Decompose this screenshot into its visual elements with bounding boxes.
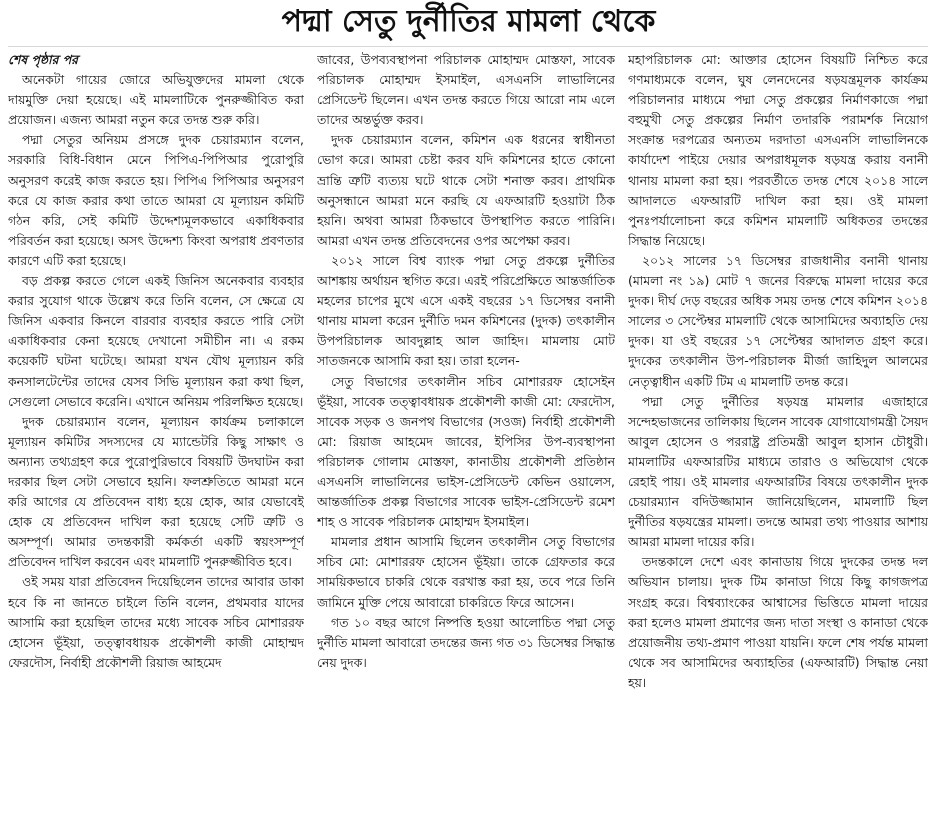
paragraph: মামলার প্রধান আসামি ছিলেন তৎকালীন সেতু বিভাগের সচিব মো: মোশাররফ হোসেন ভূঁইয়া। তাকে গ্রেফতার করে সাময়িকভাবে চাকরি থেকে বরখাস্ত করা হয়, তবে পরে তিনি জামিনে মুক্তি পেয়ে আবারো চাকরিতে ফিরে আসেন। [317,534,615,610]
article-column-2 [317,50,615,818]
continuation-kicker: শেষ পৃষ্ঠার পর [8,52,78,67]
headline: পদ্মা সেতু দুর্নীতির মামলা থেকে [281,4,656,39]
paragraph: তদন্তকালে দেশে এবং কানাডায় গিয়ে দুদকের তদন্ত দল অভিযান চালায়। দুদক টিম কানাডা গিয়ে কিছু কাগজপত্র সংগ্রহ করে। বিশ্বব্যাংকের আশ্বাসের ভিত্তিতে মামলা দায়ের করা হলেও মামলা প্রমাণের জন্য দাতা সংস্থা ও কানাডা থেকে প্রয়োজনীয় তথ্য-প্রমাণ পাওয়া যায়নি। ফলে শেষ পর্যন্ত মামলা থেকে সব আসামিদের অব্যাহতির (এফআরটি) সিদ্ধান্ত নেয়া হয়। [628,554,928,690]
paragraph: গত ১০ বছর আগে নিষ্পত্তি হওয়া আলোচিত পদ্মা সেতু দুর্নীতি মামলা আবারো তদন্তের জন্য গত ৩১ ডিসেম্বর সিদ্ধান্ত নেয় দুদক। [317,614,615,670]
paragraph: বড় প্রকল্প করতে গেলে একই জিনিস অনেকবার ব্যবহার করার সুযোগ থাকে উল্লেখ করে তিনি বলেন, সে ক্ষেত্রে যে জিনিস একবার কিনলে বারবার ব্যবহার করতে পারি সেটা একাধিকবার কেনা হয়েছে দেখানো সমীচীন না। এ রকম কয়েকটি ঘটনা ঘটেছে। আমরা যখন যৌথ মূল্যায়ন করি কনসালটেন্টের তাদের যেসব সিভি মূল্যায়ন করা কথা ছিল, সেগুলো সেভাবে করেনি। এখানে অনিয়ম পরিলক্ষিত হয়েছে। [8,273,304,409]
paragraph: অনেকটা গায়ের জোরে অভিযুক্তদের মামলা থেকে দায়মুক্তি দেয়া হয়েছে। এই মামলাটিকে পুনরুজ্জীবিত করা প্রয়োজন। এজন্য আমরা নতুন করে তদন্ত শুরু করি। [8,72,304,128]
paragraph: দুদক চেয়ারম্যান বলেন, মূল্যায়ন কার্যক্রম চলাকালে মূল্যায়ন কমিটির সদস্যদের যে ম্যান্ডেটরি কিছু সাক্ষাৎ ও অন্যান্য তথ্যগ্রহণ করে পুরোপুরিভাবে বিষয়টি উদঘাটন করা দরকার ছিল সেটা সেভাবে হয়নি। ফলশ্রুতিতে আমরা মনে করি আগের যে প্রতিবেদন বাধ্য হয়ে হোক, আর যেভাবেই হোক যে প্রতিবেদন দাখিল করা হয়েছে সেটি ত্রুটি ও অসম্পূর্ণ। আমার তদন্তকারী কর্মকর্তা একটি স্বয়ংসম্পূর্ণ প্রতিবেদন দাখিল করবেন এবং মামলাটি পুনরুজ্জীবিত হবে। [8,413,304,570]
paragraph: ২০১২ সালের ১৭ ডিসেম্বর রাজধানীর বনানী থানায় (মামলা নং ১৯) মোট ৭ জনের বিরুদ্ধে মামলা দায়ের করে দুদক। দীর্ঘ দেড় বছরের অধিক সময় তদন্ত শেষে কমিশন ২০১৪ সালের ৩ সেপ্টেম্বর মামলাটি থেকে আসামিদের অব্যাহতি দেয় দুদক। যা ওই বছরের ১৭ সেপ্টেম্বর আদালত গ্রহণ করে। দুদকের তৎকালীন উপ-পরিচালক মীর্জা জাহিদুল আলমের নেতৃত্বাধীন একটি টিম এ মামলাটি তদন্ত করে। [628,252,928,389]
paragraph: দুদক চেয়ারম্যান বলেন, কমিশন এক ধরনের স্বাধীনতা ভোগ করে। আমরা চেষ্টা করব যদি কমিশনের হাতে কোনো ভ্রান্তি ত্রুটি ব্যত্যয় ঘটে থাকে সেটা শনাক্ত করব। প্রাথমিক অনুসন্ধানে আমরা মনে করছি যে এফআরটি হওয়াটা ঠিক হয়নি। অথবা আমরা ঠিকভাবে উপস্থাপিত করতে পারিনি। আমরা এখন তদন্ত প্রতিবেদনের ওপর অপেক্ষা করব। [317,132,615,248]
paragraph: পদ্মা সেতু দুর্নীতির ষড়যন্ত্র মামলার এজাহারে সন্দেহভাজনের তালিকায় ছিলেন সাবেক যোগাযোগমন্ত্রী সৈয়দ আবুল হোসেন ও পররাষ্ট্র প্রতিমন্ত্রী আবুল হাসান চৌধুরী। মামলাটির এফআরটির মাধ্যমে তারাও ও অভিযোগ থেকে রেহাই পায়। ওই মামলার এফআরটির বিষয়ে তৎকালীন দুদক চেয়ারম্যান বদিউজ্জামান জানিয়েছিলেন, মামলাটি ছিল দুর্নীতির ষড়যন্ত্রের মামলা। তদন্তে আমরা তথ্য পাওয়ার আশায় আমরা মামলা দায়ের করি। [628,393,928,550]
paragraph: ২০১২ সালে বিশ্ব ব্যাংক পদ্মা সেতু প্রকল্পে দুর্নীতির আশঙ্কায় অর্থায়ন স্থগিত করে। এরই পরিপ্রেক্ষিতে আন্তর্জাতিক মহলের চাপের মুখে এসে একই বছরের ১৭ ডিসেম্বর বনানী থানায় মামলা করেন দুর্নীতি দমন কমিশনের (দুদক) তৎকালীন উপপরিচালক আবদুল্লাহ আল জাহিদ। মামলায় মোট সাতজনকে আসামি করা হয়। তারা হলেন- [317,252,615,369]
continuation-kicker-line [8,50,304,70]
article-column-3 [628,50,928,818]
paragraph: পদ্মা সেতুর অনিয়ম প্রসঙ্গে দুদক চেয়ারম্যান বলেন, সরকারি বিধি-বিধান মেনে পিপিএ-পিপিআর পুরোপুরি অনুসরণ করেই কাজ করতে হয়। পিপিএ পিপিআর অনুসরণ করে যে কাজ করার কথা তাতে আমরা যে মূল্যায়ন কমিটি গঠন করি, সেই কমিটি উদ্দেশ্যমূলকভাবে একাধিকবার পরিবর্তন করা হয়েছে। অসৎ উদ্দেশ্য কিংবা অপরাধ প্রবণতার কারণে এটি করা হয়েছে। [8,132,304,268]
article-column-1 [8,50,304,818]
paragraph: মহাপরিচালক মো: আক্তার হোসেন বিষয়টি নিশ্চিত করে গণমাধ্যমকে বলেন, ঘুষ লেনদেনের ষড়যন্ত্রমূলক কার্যক্রম পরিচালনার মাধ্যমে পদ্মা সেতু প্রকল্পের নির্মাণকাজে পদ্মা বহুমুখী সেতু প্রকল্পের নির্মাণ তদারকি পরামর্শক নিয়োগ সংক্রান্ত দরপত্রের অন্যতম দরদাতা এসএনসি লাভালিনকে কার্যাদেশ পাইয়ে দেয়ার অপরাধমূলক ষড়যন্ত্র করায় বনানী থানায় মামলা করা হয়। পরবর্তীতে তদন্ত শেষে ২০১৪ সালে আদালতে এফআরটি দাখিল করা হয়। ওই মামলা পুনঃপর্যালোচনা করে কমিশন মামলাটি অধিকতর তদন্তের সিদ্ধান্ত নিয়েছে। [628,52,928,248]
headline-divider [8,46,928,47]
paragraph: ওই সময় যারা প্রতিবেদন দিয়েছিলেন তাদের আবার ডাকা হবে কি না জানতে চাইলে তিনি বলেন, প্রথমবার যাদের আসামি করা হয়েছিল তাদের মধ্যে সাবেক সচিব মোশাররফ হোসেন ভূঁইয়া, তত্ত্বাবধায়ক প্রকৌশলী কাজী মোহাম্মদ ফেরদৌস, নির্বাহী প্রকৌশলী রিয়াজ আহমেদ [8,574,304,670]
paragraph: সেতু বিভাগের তৎকালীন সচিব মোশাররফ হোসেইন ভূঁইয়া, সাবেক তত্ত্বাবধায়ক প্রকৌশলী কাজী মো: ফেরদৌস, সাবেক সড়ক ও জনপথ বিভাগের (সওজ) নির্বাহী প্রকৌশলী মো: রিয়াজ আহমেদ জাবের, ইপিসির উপ-ব্যবস্থাপনা পরিচালক গোলাম মোস্তফা, কানাডীয় প্রকৌশলী প্রতিষ্ঠান এসএনসি লাভালিনের ভাইস-প্রেসিডেন্ট কেভিন ওয়ালেস, আন্তর্জাতিক প্রকল্প বিভাগের সাবেক ভাইস-প্রেসিডেন্ট রমেশ শাহ ও সাবেক পরিচালক মোহাম্মদ ইসমাইল। [317,373,615,530]
paragraph: জাবের, উপব্যবস্থাপনা পরিচালক মোহাম্মদ মোস্তফা, সাবেক পরিচালক মোহাম্মদ ইসমাইল, এসএনসি লাভালিনের প্রেসিডেন্ট ছিলেন। এখন তদন্ত করতে গিয়ে আরো নাম এলে তাদের অন্তর্ভুক্ত করব। [317,52,615,128]
